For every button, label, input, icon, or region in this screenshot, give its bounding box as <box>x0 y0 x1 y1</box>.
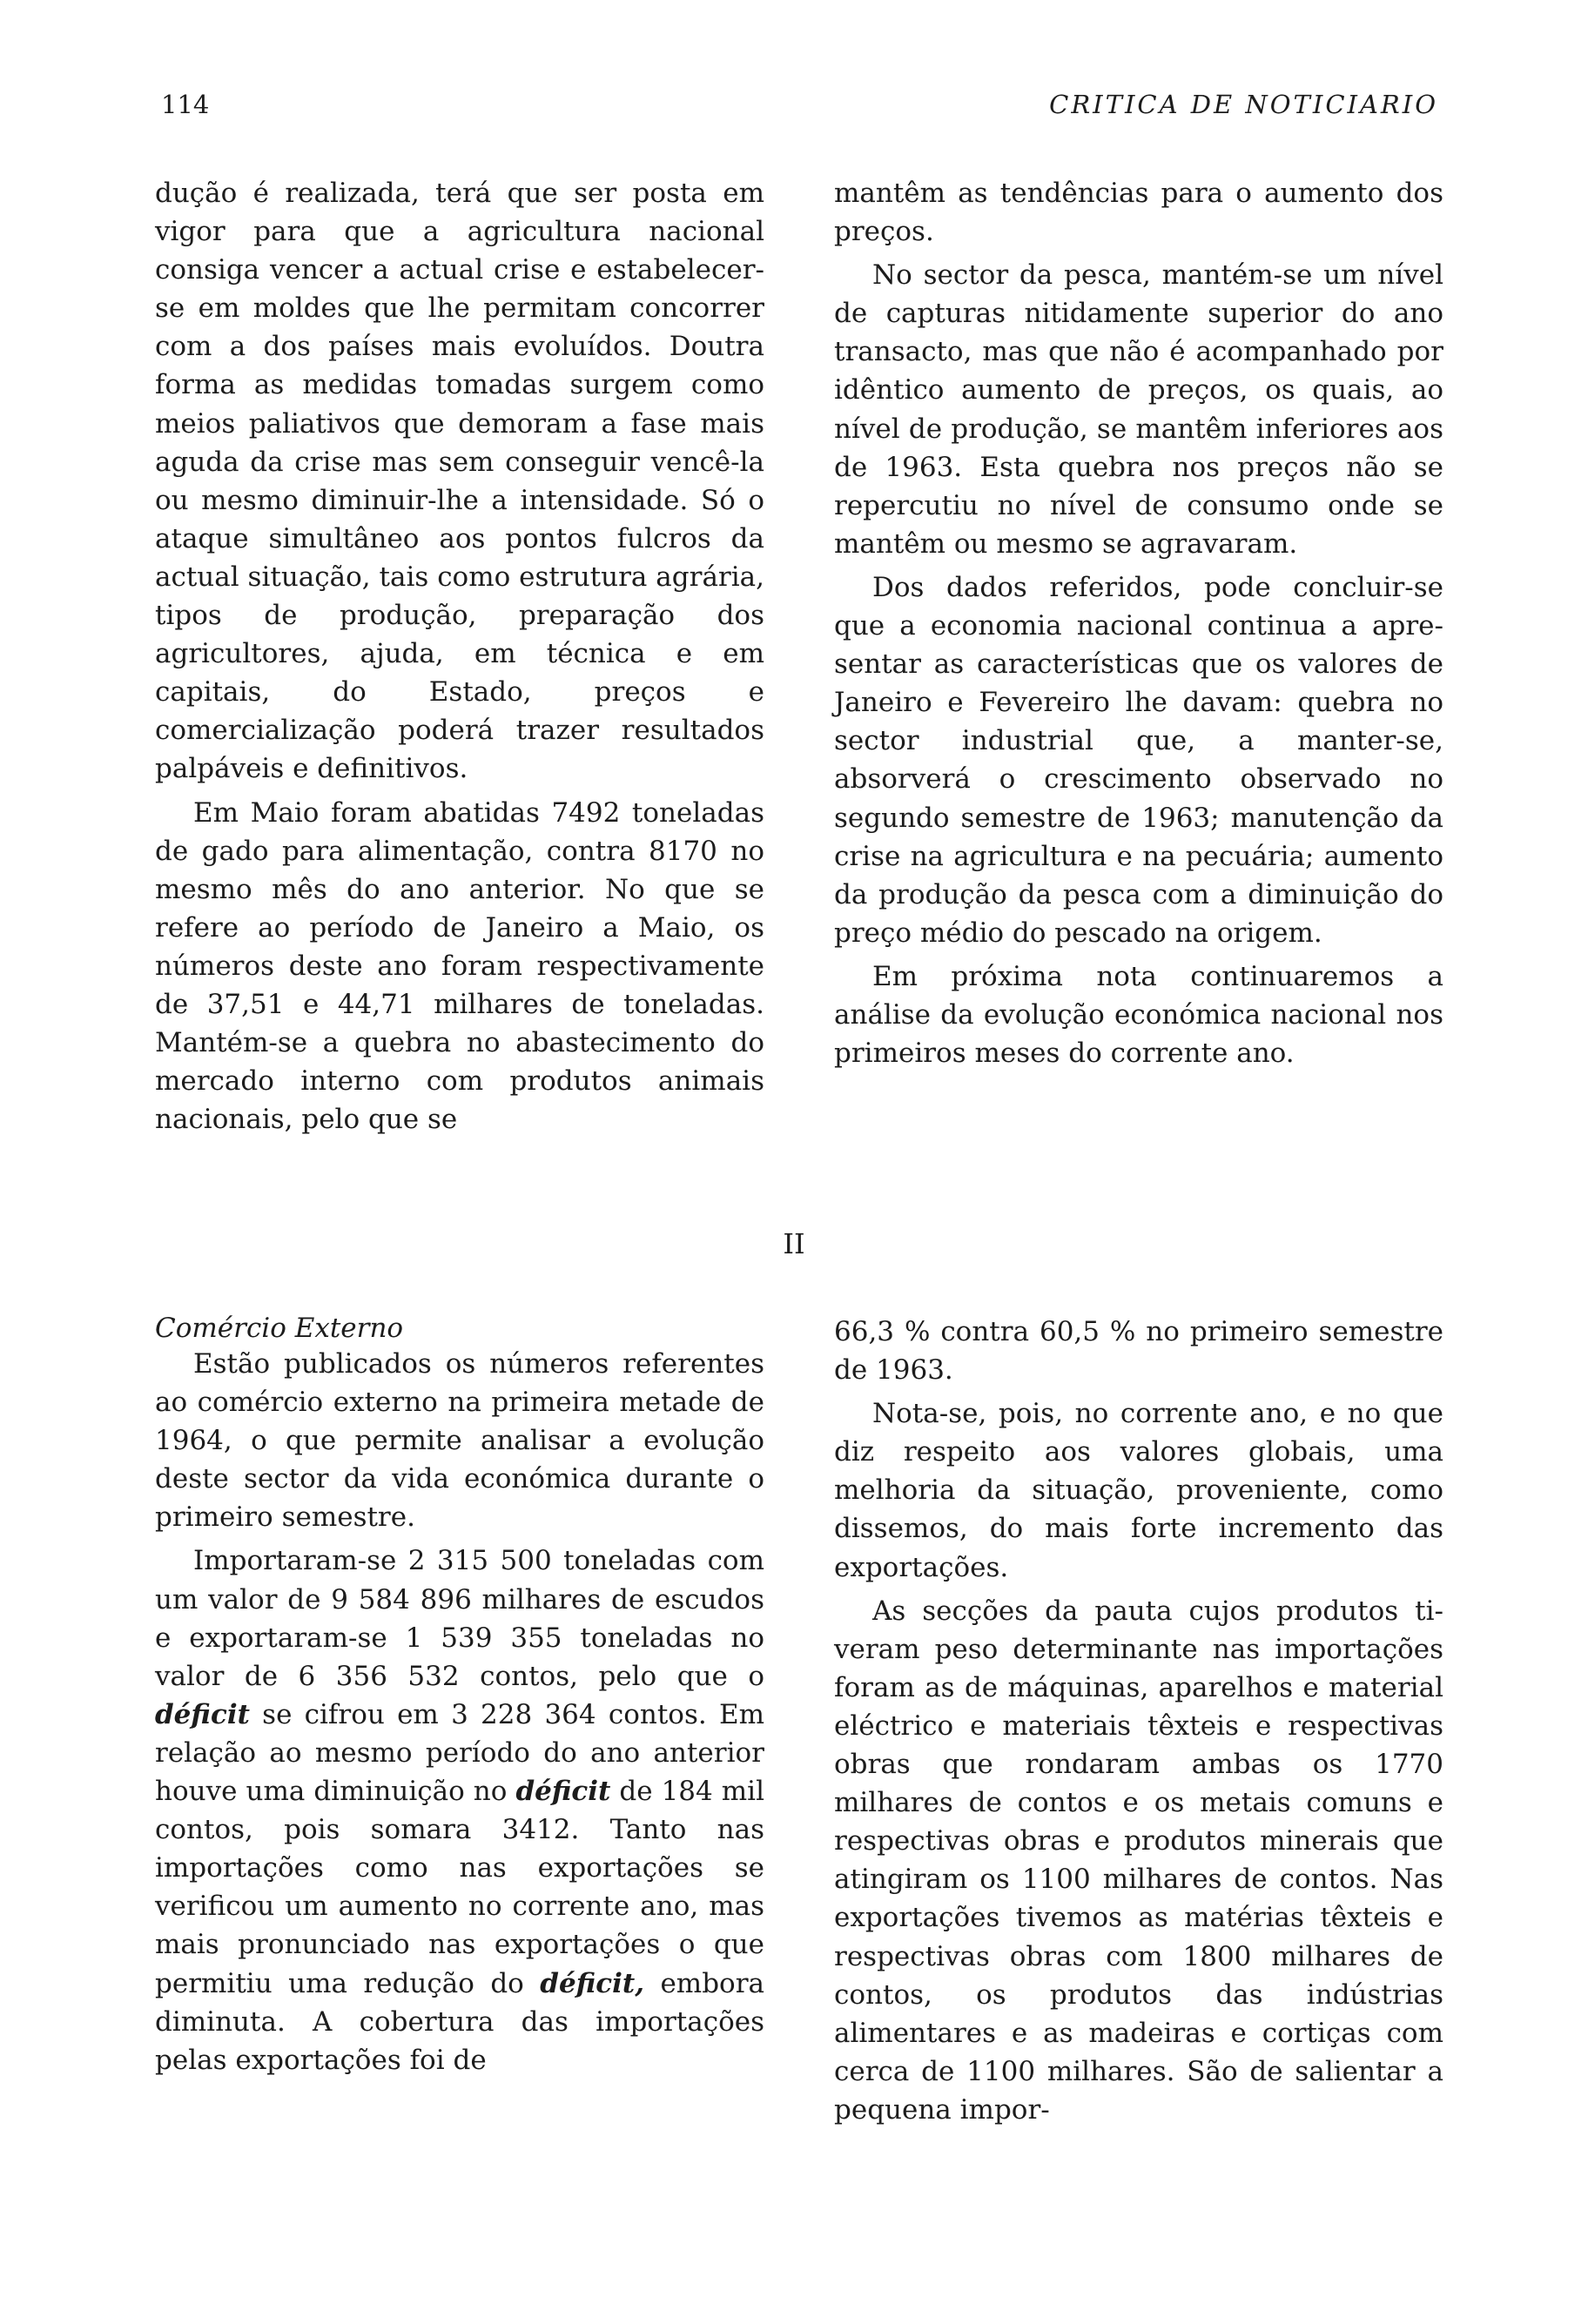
section-two-left-column <box>155 1345 764 2079</box>
paragraph: Em Maio foram abatidas 7492 toneladas de gado para alimentação, contra 8170 no mesmo mês do ano anterior. No que se refere ao período de Janeiro a Maio, os números deste ano foram respectivamente de 37,51 e 44,71 milhares de toneladas. Mantém-se a quebra no abastecimento do mercado interno com produtos animais nacionais, pelo que se <box>155 796 764 1136</box>
paragraph: mantêm as tendências para o aumento dos preços. <box>834 178 1443 248</box>
paragraph: Nota-se, pois, no corrente ano, e no que diz respeito aos valores globais, uma melhoria da situação, proveniente, como dissemos, do mais forte incremento das exportações. <box>834 1398 1443 1583</box>
text-run: embora diminuta. A cobertura das importações pelas exportações foi de <box>155 1967 765 2076</box>
section-one-left-column <box>155 174 764 1138</box>
page-number: 114 <box>161 90 210 119</box>
section-one-right-column <box>834 174 1443 1072</box>
emphasis-term: déficit <box>515 1776 611 1808</box>
text-run: se cifrou em 3 228 364 contos. Em relação ao mesmo período do ano anterior houve uma diminuição no <box>155 1698 764 1808</box>
paragraph: dução é realizada, terá que ser posta em vigor para que a agricultura nacional consiga vencer a actual crise e estabelecer-se em moldes que lhe permitam concorrer com a dos países mais evoluídos. Doutra forma as medidas tomadas surgem como meios paliativos que demoram a fase mais aguda da crise mas sem conseguir vencê-la ou mesmo diminuir-lhe a intensidade. Só o ataque simultâneo aos pontos fulcros da actual situação, tais como estrutura agrária, tipos de produção, preparação dos agricultores, ajuda, em técnica e em capitais, do Estado, preços e comercialização poderá trazer resultados palpáveis e definitivos. <box>155 178 764 785</box>
paragraph: 66,3 % contra 60,5 % no primeiro semestre de 1963. <box>834 1316 1443 1387</box>
paragraph: Dos dados referidos, pode concluir-se que a economia nacional continua a apresentar as características que os valores de Janeiro e Fevereiro lhe davam: quebra no sector industrial que, a manter-se, absorverá o crescimento observado no segundo semestre de 1963; manutenção da crise na agricultura e na pecuária; aumento da produção da pesca com a diminuição do preço médio do pescado na origem. <box>834 571 1443 949</box>
paragraph: No sector da pesca, mantém-se um nível de capturas nitidamente superior do ano transacto, mas que não é acompanhado por idêntico aumento de preços, os quais, ao nível de produção, se mantêm inferiores aos de 1963. Esta quebra nos preços não se repercutiu no nível de consumo onde se mantêm ou mesmo se agravaram. <box>834 259 1443 560</box>
section-two-right-column <box>834 1313 1443 2129</box>
paragraph: Em próxima nota continuaremos a análise da evolução económica nacional nos primeiros meses do corrente ano. <box>834 960 1443 1070</box>
running-title: CRITICA DE NOTICIARIO <box>1049 90 1438 119</box>
paragraph: Estão publicados os números referentes ao comércio externo na primeira metade de 1964, o que permite analisar a evolução deste sector da vida económica durante o primeiro semestre. <box>155 1348 764 1534</box>
text-run: de 184 mil contos, pois somara 3412. Tanto nas importações como nas exportações se verificou um aumento no corrente ano, mas mais pronunciado nas exportações o que permitiu uma redução do <box>155 1776 765 1999</box>
text-run: Importaram-se 2 315 500 toneladas com um valor de 9 584 896 milhares de escudos e exportaram-se 1 539 355 toneladas no valor de 6 356 532 contos, pelo que o <box>155 1545 764 1692</box>
section-number: II <box>783 1227 805 1260</box>
paragraph <box>155 1541 764 2079</box>
emphasis-term: déficit <box>155 1698 250 1730</box>
paragraph: As secções da pauta cujos produtos tiveram peso determinante nas importações foram as de máquinas, aparelhos e material eléctrico e materiais têxteis e respectivas obras que rondaram ambas os 1770 milhares de contos e os metais comuns e respectivas obras e produtos minerais que atingiram os 1100 milhares de contos. Nas exportações tivemos as matérias têxteis e respectivas obras com 1800 milhares de contos, os produtos das indústrias alimentares e as madeiras e cortiças com cerca de 1100 milhares. São de salientar a pequena impor- <box>834 1595 1443 2126</box>
section-subheading: Comércio Externo <box>155 1313 404 1344</box>
emphasis-term: déficit, <box>540 1967 644 1999</box>
